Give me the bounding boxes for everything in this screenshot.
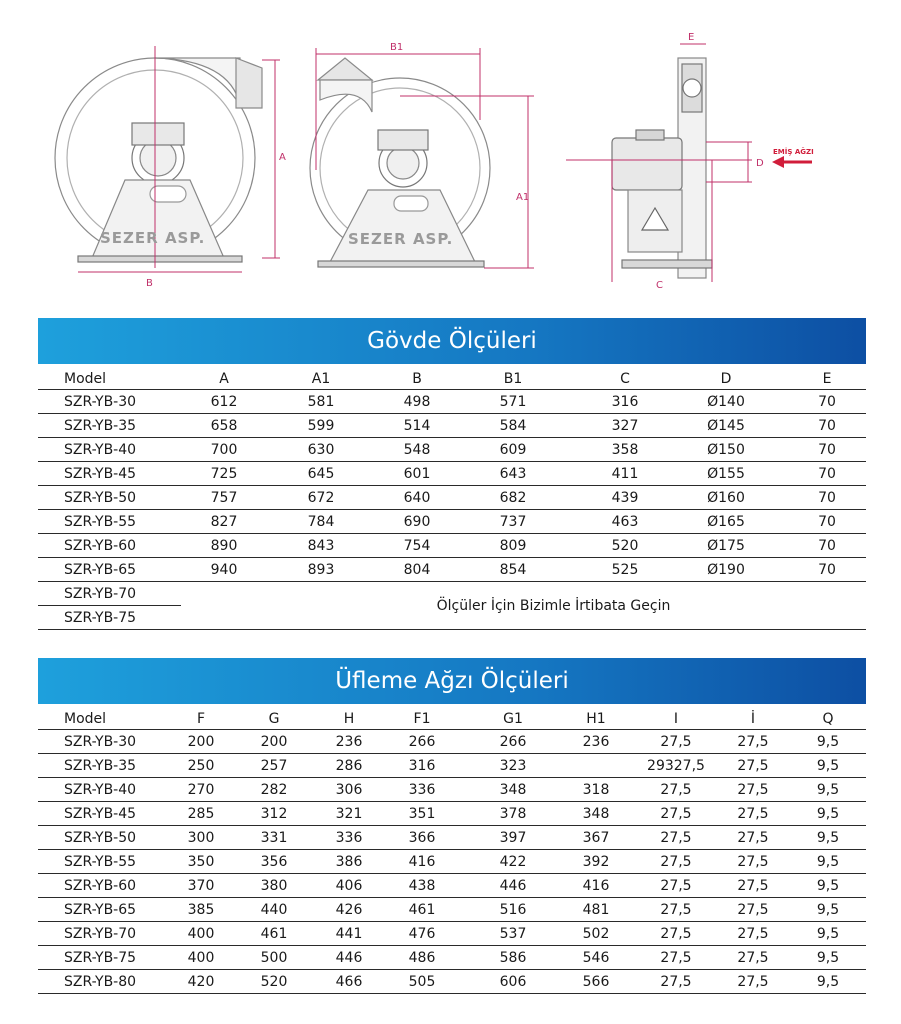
table-cell: 70 [818,465,836,482]
table-cell: 400 [187,949,215,966]
header-h: H [343,710,355,727]
header-e: E [822,370,832,387]
table-cell: 640 [403,489,431,506]
table-cell: 70 [818,417,836,434]
table-cell: 250 [187,757,215,774]
table-cell: 285 [187,805,215,822]
row-model-cell: SZR-YB-60 [64,877,137,894]
table-cell: 586 [499,949,527,966]
table-cell: 366 [408,829,436,846]
table-row [38,754,866,778]
header-i-dotted: İ [750,710,756,727]
table-cell: 380 [260,877,288,894]
table-row [38,558,866,582]
table-cell: 27,5 [737,757,769,774]
table-cell: 9,5 [816,949,840,966]
table-cell: 397 [499,829,527,846]
table-cell: 70 [818,441,836,458]
table-cell: 601 [403,465,431,482]
section-title-ufleme: Üfleme Ağzı Ölçüleri [38,658,866,704]
table-cell: 336 [408,781,436,798]
contact-block [38,582,866,630]
inlet-label: EMİŞ AĞZI [773,148,814,156]
table-cell: 358 [611,441,639,458]
table-cell: 29327,5 [647,757,705,774]
table-cell: 236 [335,733,363,750]
table-row [38,922,866,946]
govde-table [38,368,866,630]
dim-label-c: C [656,280,663,291]
table-cell: 658 [210,417,238,434]
table-cell: 609 [499,441,527,458]
contact-message: Ölçüler İçin Bizimle İrtibata Geçin [436,598,671,614]
table-cell: 682 [499,489,527,506]
table-row [38,778,866,802]
table-cell: 571 [499,393,527,410]
header-b1: B1 [503,370,523,387]
table-row [38,850,866,874]
table-cell: 27,5 [660,805,692,822]
table-cell: 481 [582,901,610,918]
table-cell: 498 [403,393,431,410]
header-g1: G1 [503,710,523,727]
table-cell: 27,5 [737,949,769,966]
table-cell: 9,5 [816,925,840,942]
table-row [38,970,866,994]
header-h1: H1 [586,710,606,727]
fan-view-side [612,58,712,278]
row-model-cell: SZR-YB-50 [64,489,137,506]
row-model-cell: SZR-YB-45 [64,805,137,822]
table-cell: 386 [335,853,363,870]
table-cell: 566 [582,973,610,990]
table-cell: 422 [499,853,527,870]
table-cell: 385 [187,901,215,918]
table-cell: 9,5 [816,853,840,870]
header-b: B [412,370,422,387]
dim-label-b: B [146,278,153,289]
table-row [38,486,866,510]
header-q: Q [822,710,834,727]
table-cell: 356 [260,853,288,870]
table-cell: 350 [187,853,215,870]
row-model-cell: SZR-YB-40 [64,781,137,798]
table-cell: 300 [187,829,215,846]
table-cell: 323 [499,757,527,774]
ufleme-table [38,708,866,994]
table-cell: 27,5 [660,901,692,918]
table-cell: 9,5 [816,805,840,822]
table-cell: 804 [403,561,431,578]
table-cell: 581 [307,393,335,410]
row-model-cell: SZR-YB-75 [64,949,137,966]
table-row [38,390,866,414]
row-model-cell: SZR-YB-60 [64,537,137,554]
table-cell: 27,5 [660,781,692,798]
table-cell: 9,5 [816,901,840,918]
header-model: Model [64,370,107,387]
header-a1: A1 [311,370,331,387]
table-cell: 940 [210,561,238,578]
table-cell: 690 [403,513,431,530]
dim-label-d: D [756,158,764,169]
table-row [38,414,866,438]
table-cell: 266 [499,733,527,750]
row-model-cell: SZR-YB-55 [64,513,137,530]
table-cell: 461 [408,901,436,918]
table-cell: 348 [499,781,527,798]
table-cell: 378 [499,805,527,822]
table-cell: Ø145 [707,417,745,434]
table-cell: Ø190 [707,561,745,578]
table-cell: 27,5 [660,877,692,894]
table-cell: 754 [403,537,431,554]
table-cell: 286 [335,757,363,774]
table-cell: 9,5 [816,877,840,894]
dim-label-e: E [688,32,695,43]
table-cell: 502 [582,925,610,942]
table-cell: 854 [499,561,527,578]
table-row [38,534,866,558]
table-cell: Ø150 [707,441,745,458]
table-cell: 27,5 [660,973,692,990]
table-cell: 27,5 [737,853,769,870]
table-cell: 27,5 [737,925,769,942]
table-cell: 27,5 [737,781,769,798]
table-cell: 370 [187,877,215,894]
table-cell: 392 [582,853,610,870]
table-cell: 441 [335,925,363,942]
table-cell: 316 [611,393,639,410]
table-cell: 606 [499,973,527,990]
table-cell: 643 [499,465,527,482]
table-cell: 9,5 [816,733,840,750]
table-cell: 27,5 [737,877,769,894]
row-model-cell: SZR-YB-65 [64,561,137,578]
table-cell: 809 [499,537,527,554]
header-i: I [673,710,679,727]
table-cell: 9,5 [816,973,840,990]
header-a: A [219,370,229,387]
table-cell: 514 [403,417,431,434]
table-cell: 336 [335,829,363,846]
table-cell: 446 [499,877,527,894]
header-g: G [268,710,280,727]
header-d: D [720,370,732,387]
table-cell: 200 [260,733,288,750]
table-cell: 505 [408,973,436,990]
table-cell: 411 [611,465,639,482]
table-cell: 416 [408,853,436,870]
table-cell: 9,5 [816,757,840,774]
row-model-cell: SZR-YB-40 [64,441,137,458]
table-cell: 725 [210,465,238,482]
table-row [38,946,866,970]
contact-model-2: SZR-YB-75 [64,610,137,626]
table-cell: 672 [307,489,335,506]
table-cell: 70 [818,537,836,554]
row-model-cell: SZR-YB-70 [64,925,137,942]
table-row [38,438,866,462]
table-cell: 486 [408,949,436,966]
table-cell: 318 [582,781,610,798]
table-cell: 9,5 [816,781,840,798]
table-cell: 784 [307,513,335,530]
table-cell: Ø175 [707,537,745,554]
table-cell: Ø165 [707,513,745,530]
table-cell: 312 [260,805,288,822]
table-cell: 236 [582,733,610,750]
table-cell: 27,5 [737,973,769,990]
table-cell: 348 [582,805,610,822]
table-cell: 548 [403,441,431,458]
table-cell: 367 [582,829,610,846]
table-row [38,826,866,850]
table-cell: 416 [582,877,610,894]
table-cell: 327 [611,417,639,434]
dim-label-b1: B1 [390,42,404,53]
table-cell: 827 [210,513,238,530]
table-cell: 70 [818,513,836,530]
table-cell: 446 [335,949,363,966]
table-cell: 461 [260,925,288,942]
table-cell: 843 [307,537,335,554]
header-f: F [196,710,206,727]
table-cell: 700 [210,441,238,458]
table-cell: 466 [335,973,363,990]
table-cell: 520 [260,973,288,990]
table-cell: 612 [210,393,238,410]
table-row [38,462,866,486]
row-model-cell: SZR-YB-35 [64,417,137,434]
table-cell: 546 [582,949,610,966]
row-model-cell: SZR-YB-55 [64,853,137,870]
table-cell: 351 [408,805,436,822]
table-row [38,874,866,898]
brand-logo-text-left: SEZER ASP. [100,229,206,247]
table-row [38,730,866,754]
table-cell: 438 [408,877,436,894]
table-cell: 27,5 [660,733,692,750]
table-cell: 537 [499,925,527,942]
dim-label-a1: A1 [516,192,530,203]
table-cell: 516 [499,901,527,918]
table-cell: 520 [611,537,639,554]
table-cell: 257 [260,757,288,774]
inlet-arrow-icon [772,156,812,168]
table-cell: 70 [818,561,836,578]
row-model-cell: SZR-YB-30 [64,733,137,750]
row-model-cell: SZR-YB-80 [64,973,137,990]
table-cell: 316 [408,757,436,774]
row-model-cell: SZR-YB-65 [64,901,137,918]
table-cell: Ø160 [707,489,745,506]
table-cell: 200 [187,733,215,750]
header-c: C [620,370,630,387]
table-cell: 27,5 [660,949,692,966]
header-f1: F1 [413,710,431,727]
table-cell: Ø155 [707,465,745,482]
table-cell: 27,5 [737,901,769,918]
row-model-cell: SZR-YB-35 [64,757,137,774]
table-cell: 331 [260,829,288,846]
table-cell: 440 [260,901,288,918]
ufleme-header-row [38,708,866,730]
table-cell: 270 [187,781,215,798]
table-cell: 890 [210,537,238,554]
row-model-cell: SZR-YB-45 [64,465,137,482]
table-cell: 27,5 [660,925,692,942]
table-cell: 737 [499,513,527,530]
header-model: Model [64,710,107,727]
table-cell: 463 [611,513,639,530]
table-cell: 27,5 [660,829,692,846]
table-cell: 266 [408,733,436,750]
table-cell: 306 [335,781,363,798]
table-cell: 27,5 [660,853,692,870]
table-cell: 500 [260,949,288,966]
technical-drawings [0,0,901,300]
table-row [38,802,866,826]
table-cell: 70 [818,393,836,410]
table-cell: 27,5 [737,829,769,846]
row-model-cell: SZR-YB-30 [64,393,137,410]
table-cell: 525 [611,561,639,578]
table-cell: 476 [408,925,436,942]
table-row [38,898,866,922]
table-cell: Ø140 [707,393,745,410]
table-cell: 70 [818,489,836,506]
table-cell: 426 [335,901,363,918]
table-cell: 27,5 [737,805,769,822]
table-cell: 282 [260,781,288,798]
table-cell: 439 [611,489,639,506]
table-cell: 9,5 [816,829,840,846]
table-cell: 584 [499,417,527,434]
table-cell: 893 [307,561,335,578]
table-cell: 645 [307,465,335,482]
section-title-govde: Gövde Ölçüleri [38,318,866,364]
table-cell: 757 [210,489,238,506]
table-cell: 406 [335,877,363,894]
table-row [38,510,866,534]
table-cell: 321 [335,805,363,822]
table-cell: 599 [307,417,335,434]
table-cell: 400 [187,925,215,942]
contact-model-1: SZR-YB-70 [64,586,137,602]
row-model-cell: SZR-YB-50 [64,829,137,846]
govde-header-row [38,368,866,390]
dim-label-a: A [279,152,286,163]
table-cell: 630 [307,441,335,458]
table-cell: 27,5 [737,733,769,750]
brand-logo-text-right: SEZER ASP. [348,230,454,248]
table-cell: 420 [187,973,215,990]
